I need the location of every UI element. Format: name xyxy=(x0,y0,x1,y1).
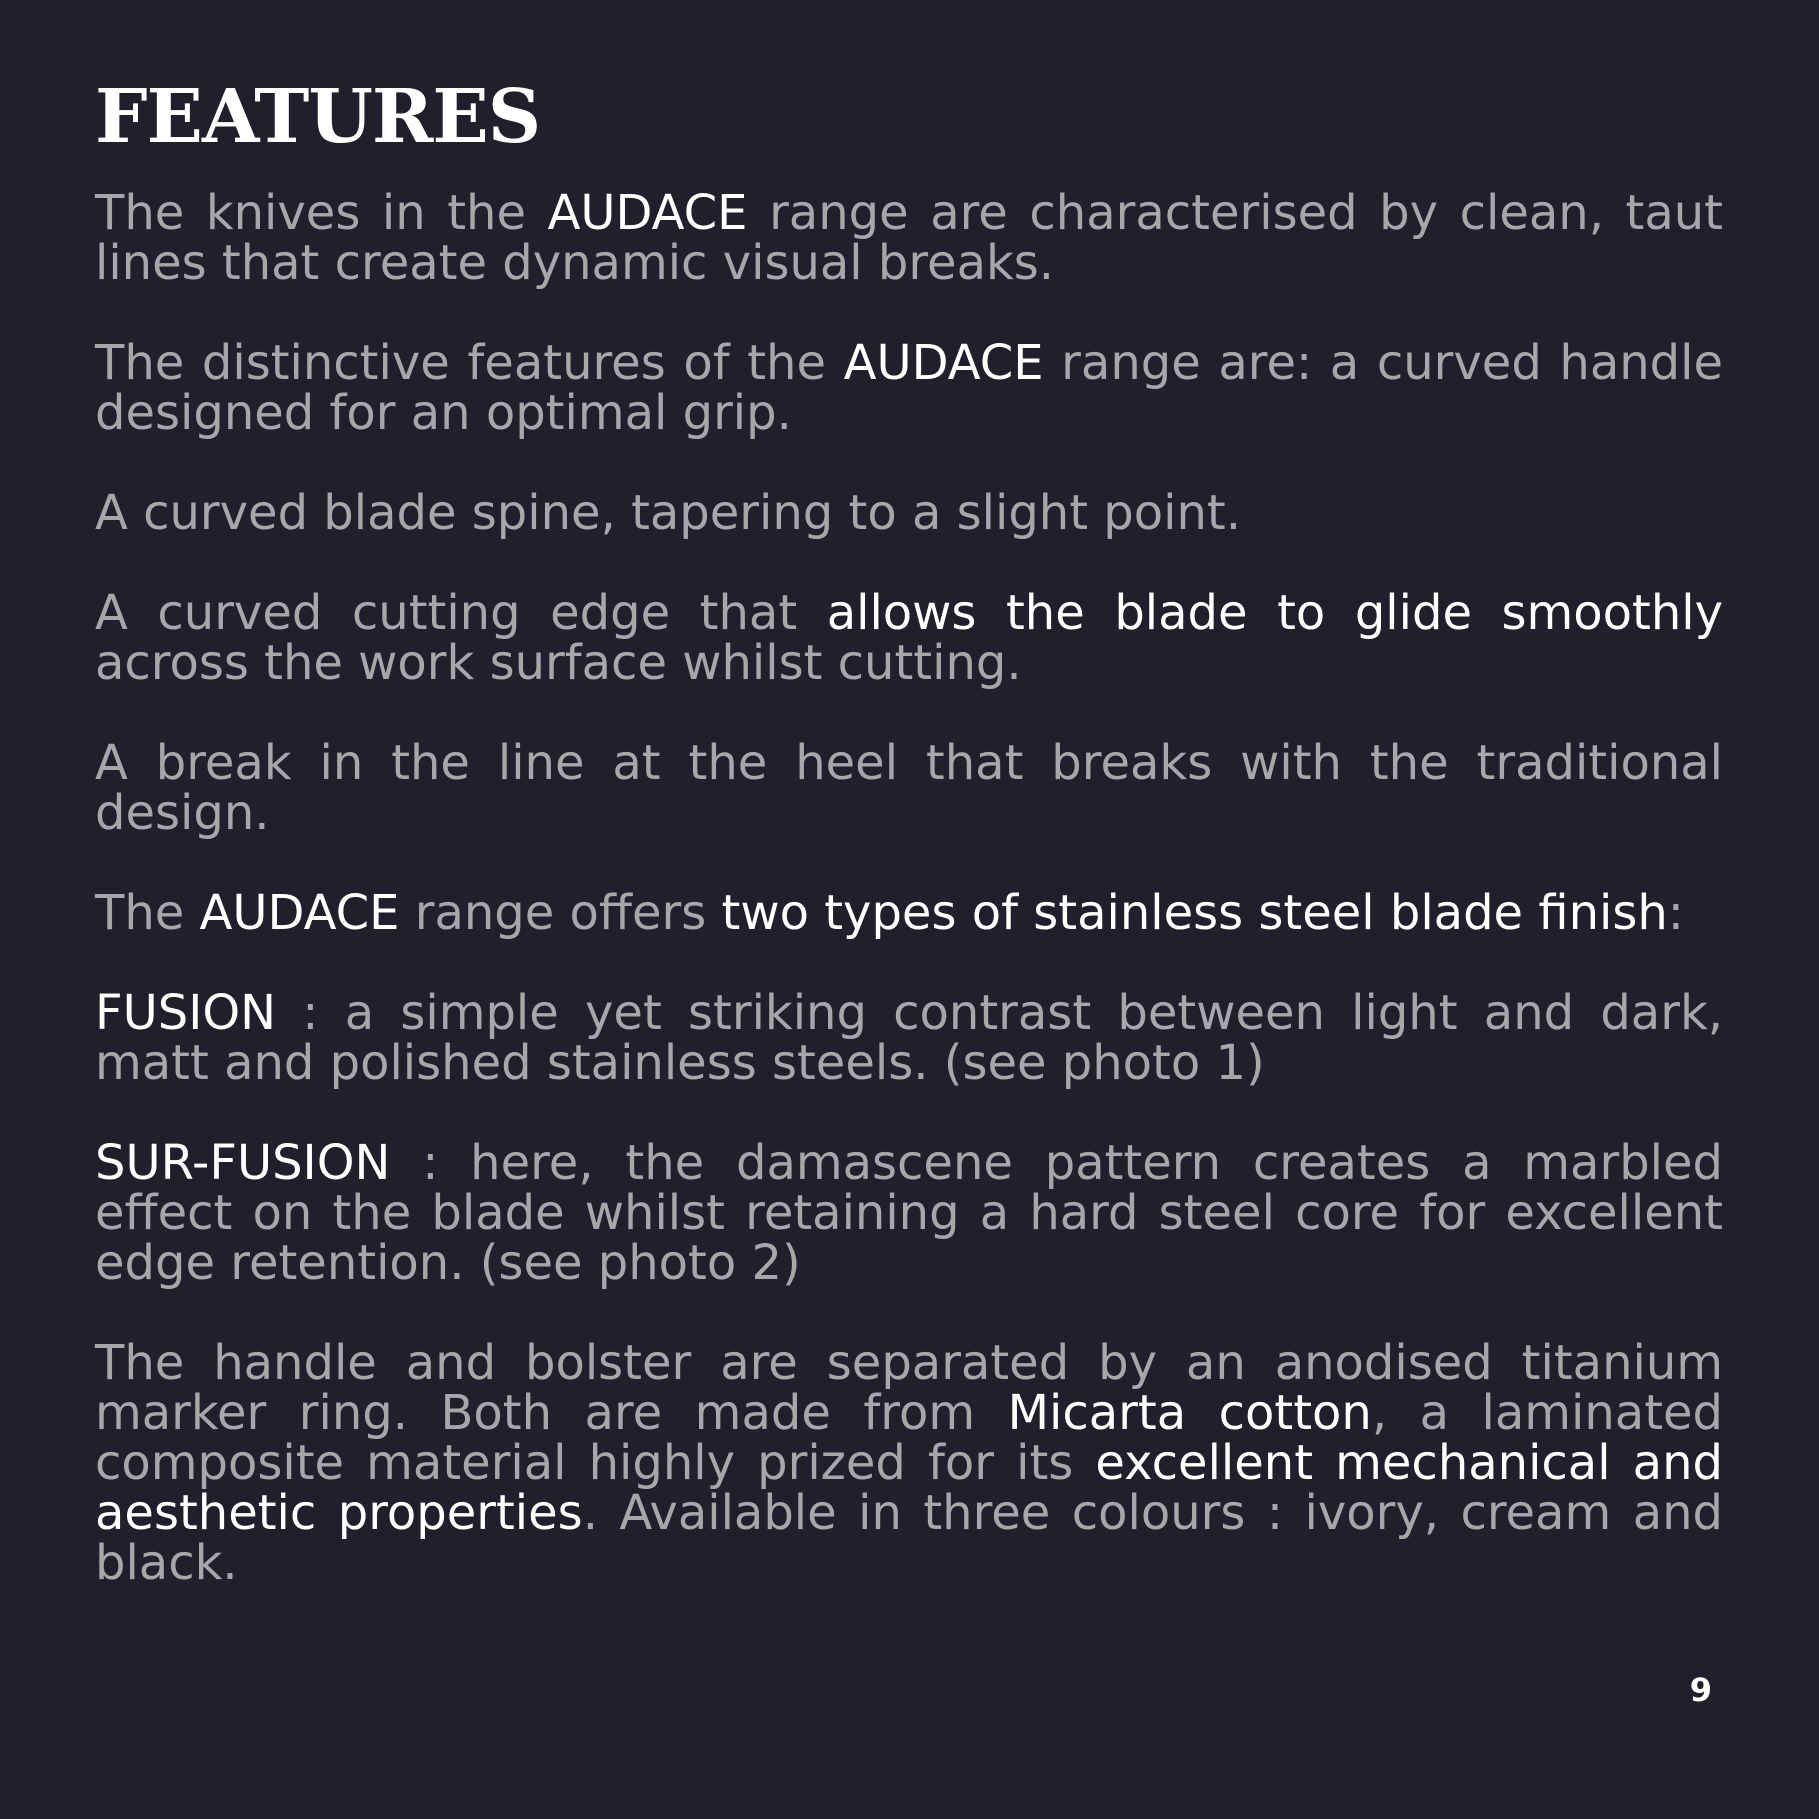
page-number: 9 xyxy=(1689,1671,1712,1709)
paragraph-heel-break xyxy=(95,735,1723,841)
highlight-audace: AUDACE xyxy=(547,185,748,241)
paragraph-distinctive-features xyxy=(95,335,1723,441)
highlight-glide: allows the blade to glide smoothly xyxy=(826,585,1724,641)
highlight-properties: excellent mechanical and aesthetic properties xyxy=(95,1435,1723,1541)
text-segment: range offers xyxy=(399,885,722,941)
paragraph-blade-finish xyxy=(95,885,1723,941)
highlight-audace: AUDACE xyxy=(199,885,400,941)
text-segment: A break in the line at the heel that breaks with the traditional design. xyxy=(95,735,1723,841)
paragraph-blade-spine xyxy=(95,485,1723,541)
text-segment: The knives in the xyxy=(95,185,548,241)
text-segment: : xyxy=(1667,885,1684,941)
highlight-sur-fusion: SUR-FUSION xyxy=(95,1135,391,1191)
highlight-fusion: FUSION xyxy=(95,985,277,1041)
highlight-audace: AUDACE xyxy=(843,335,1044,391)
paragraph-sur-fusion xyxy=(95,1135,1723,1291)
text-segment: : here, the damascene pattern creates a marbled effect on the blade whilst retaining a hard steel core for excellent edge retention. (see photo 2) xyxy=(95,1135,1723,1291)
text-segment: range are characterised by clean, taut lines that create dynamic visual breaks. xyxy=(95,185,1723,291)
text-segment: across the work surface whilst cutting. xyxy=(95,635,1022,691)
paragraph-cutting-edge xyxy=(95,585,1724,691)
paragraph-fusion xyxy=(95,985,1723,1091)
text-segment: range are: a curved handle designed for an optimal grip. xyxy=(95,335,1723,441)
text-segment: A curved blade spine, tapering to a slight point. xyxy=(95,485,1241,541)
highlight-micarta: Micarta cotton xyxy=(1007,1385,1372,1441)
page-title: FEATURES xyxy=(95,74,541,160)
text-segment: The handle and bolster are separated by an anodised titanium marker ring. Both are made from xyxy=(95,1335,1723,1441)
text-segment: A curved cutting edge that xyxy=(95,585,827,641)
text-segment: . Available in three colours : ivory, cream and black. xyxy=(95,1485,1723,1591)
highlight-finish-types: two types of stainless steel blade finish xyxy=(721,885,1668,941)
text-segment: The distinctive features of the xyxy=(95,335,844,391)
text-segment: The xyxy=(95,885,200,941)
features-body xyxy=(95,185,1724,1591)
paragraph-handle-bolster xyxy=(95,1335,1724,1591)
text-segment: , a laminated composite material highly prized for its xyxy=(95,1385,1724,1491)
page-content xyxy=(95,74,1724,1638)
text-segment: : a simple yet striking contrast between light and dark, matt and polished stainless steels. (see photo 1) xyxy=(95,985,1723,1091)
paragraph-range-intro xyxy=(95,185,1723,291)
